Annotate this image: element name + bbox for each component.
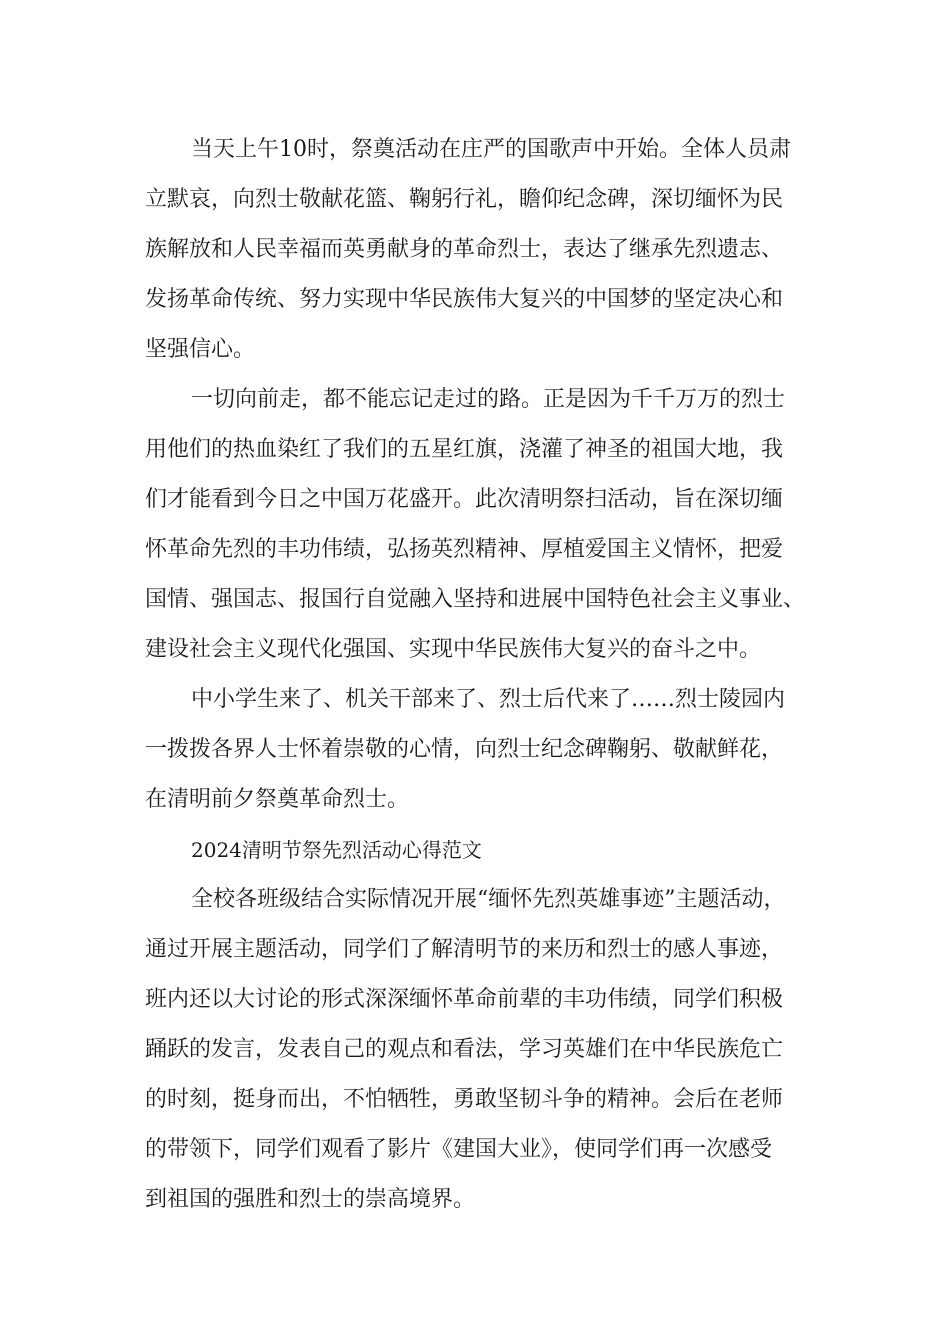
paragraph-5-line-5: 的时刻，挺身而出，不怕牺牲，勇敢坚韧斗争的精神。会后在老师: [145, 1087, 784, 1112]
paragraph-2-line-5: 国情、强国志、报国行自觉融入坚持和进展中国特色社会主义事业、: [145, 587, 806, 612]
paragraph-2-line-3: 们才能看到今日之中国万花盛开。此次清明祭扫活动，旨在深切缅: [145, 487, 784, 512]
paragraph-5-line-2: 通过开展主题活动，同学们了解清明节的来历和烈士的感人事迹，: [145, 937, 784, 962]
paragraph-5-line-6: 的带领下，同学们观看了影片《建国大业》，使同学们再一次感受: [145, 1137, 773, 1162]
paragraph-1-line-5: 坚强信心。: [145, 337, 256, 362]
paragraph-5-line-1: 全校各班级结合实际情况开展“缅怀先烈英雄事迹”主题活动，: [191, 887, 786, 912]
paragraph-1-line-1: 当天上午10时，祭奠活动在庄严的国歌声中开始。全体人员肃: [191, 137, 791, 162]
paragraph-3-line-3: 在清明前夕祭奠革命烈士。: [145, 787, 410, 812]
section-heading: 2024清明节祭先烈活动心得范文: [191, 838, 482, 862]
paragraph-3-line-1: 中小学生来了、机关干部来了、烈士后代来了……烈士陵园内: [191, 687, 786, 712]
paragraph-5-line-3: 班内还以大讨论的形式深深缅怀革命前辈的丰功伟绩，同学们积极: [145, 987, 784, 1012]
paragraph-3-line-2: 一拨拨各界人士怀着崇敬的心情，向烈士纪念碑鞠躬、敬献鲜花，: [145, 737, 784, 762]
paragraph-2-line-2: 用他们的热血染红了我们的五星红旗，浇灌了神圣的祖国大地，我: [145, 437, 784, 462]
paragraph-1-line-4: 发扬革命传统、努力实现中华民族伟大复兴的中国梦的坚定决心和: [145, 287, 784, 312]
paragraph-5-line-7: 到祖国的强胜和烈士的崇高境界。: [145, 1187, 476, 1212]
paragraph-1-line-3: 族解放和人民幸福而英勇献身的革命烈士，表达了继承先烈遗志、: [145, 237, 784, 262]
paragraph-2-line-4: 怀革命先烈的丰功伟绩，弘扬英烈精神、厚植爱国主义情怀，把爱: [145, 537, 784, 562]
paragraph-2-line-6: 建设社会主义现代化强国、实现中华民族伟大复兴的奋斗之中。: [145, 637, 762, 662]
paragraph-2-line-1: 一切向前走，都不能忘记走过的路。正是因为千千万万的烈士: [191, 387, 786, 412]
paragraph-5-line-4: 踊跃的发言，发表自己的观点和看法，学习英雄们在中华民族危亡: [145, 1037, 784, 1062]
paragraph-1-line-2: 立默哀，向烈士敬献花篮、鞠躬行礼，瞻仰纪念碑，深切缅怀为民: [145, 187, 784, 212]
document-body: [145, 125, 807, 1225]
